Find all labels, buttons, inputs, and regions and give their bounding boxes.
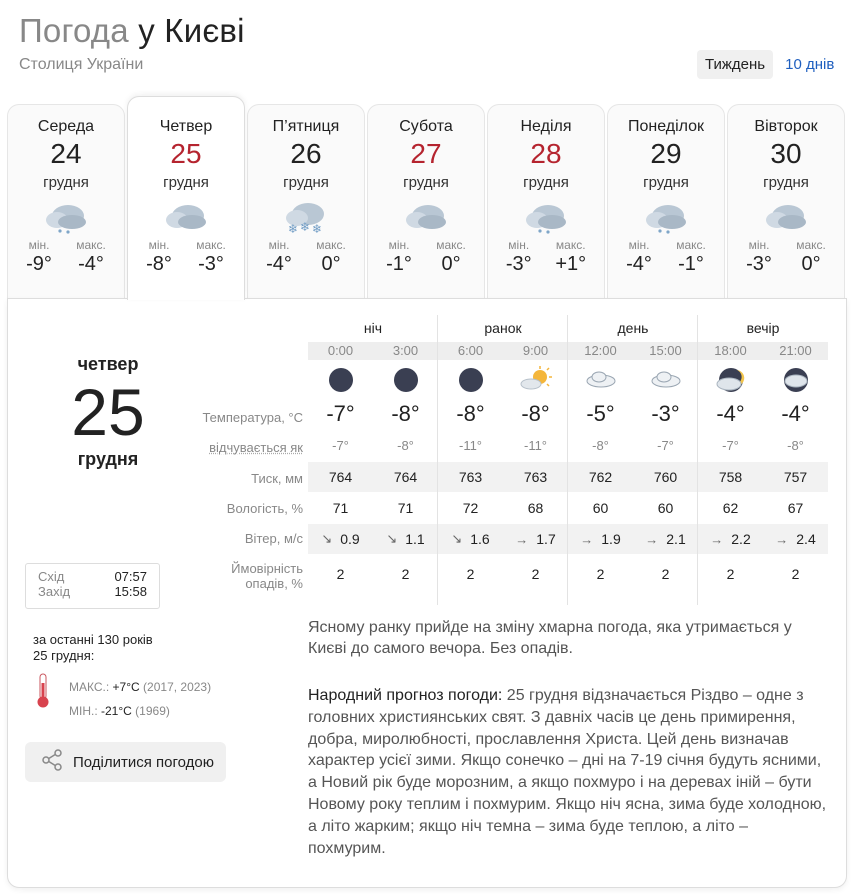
page-subtitle: Столиця України [19,56,144,73]
hist-max-label: МАКС.: [69,680,110,694]
feel-cell: -7° [722,437,739,453]
wind-speed: 0.9 [340,531,360,547]
temp-cell: -5° [586,401,615,426]
day-month: грудня [523,174,569,191]
humidity-cell: 62 [722,500,739,516]
wind-direction-arrow-icon: → [775,531,789,547]
day-card[interactable] [727,104,845,300]
min-label: мін. [148,238,170,252]
day-detail-panel [7,298,847,888]
feels-like-row [308,428,828,462]
time-headers [308,342,828,360]
cloudy-snow-icon [42,200,90,234]
pressure-cell: 760 [653,469,678,485]
sunrise-time: 07:57 [114,569,147,584]
day-name: Четвер [159,118,213,135]
wind-cell [373,531,438,547]
precip-cell: 2 [791,566,800,582]
min-temp: -9° [26,253,52,275]
min-label: мін. [388,238,410,252]
heavy-snow-icon [282,200,330,234]
temp-cell: -8° [521,401,550,426]
feel-cell: -8° [397,437,414,453]
feel-cell: -8° [592,437,609,453]
wind-cell [568,531,633,547]
day-number: 30 [770,138,802,169]
max-temp: +1° [555,253,587,275]
moon-cloudy-icon [763,366,828,394]
period-headers [308,315,828,342]
day-month: грудня [283,174,329,191]
day-month: грудня [43,174,89,191]
humidity-cell: 60 [657,500,674,516]
day-number: 25 [170,138,202,169]
max-label: макс. [796,238,826,252]
min-temp: -4° [626,253,652,275]
hourly-table [308,315,828,594]
folk-forecast-label: Народний прогноз погоди: [308,687,503,704]
time-cell: 18:00 [714,343,747,358]
precip-cell: 2 [531,566,540,582]
title-part1: Погода [19,12,129,49]
max-label: макс. [676,238,706,252]
pressure-cell: 764 [328,469,353,485]
wind-cell [308,531,373,547]
day-month: грудня [403,174,449,191]
temp-cell: -7° [326,401,355,426]
day-number: 26 [290,138,322,169]
max-temp: 0° [441,253,461,275]
selected-month: грудня [77,449,139,469]
days-strip [7,102,847,302]
hist-max-years: (2017, 2023) [143,680,212,694]
wind-direction-arrow-icon: → [645,531,659,547]
wind-direction-arrow-icon: → [580,531,594,547]
sunset-label: Захід [38,584,71,599]
day-card[interactable] [247,104,365,300]
wind-direction-arrow-icon: → [710,531,724,547]
day-name: Вівторок [754,118,818,135]
temp-cell: -8° [391,401,420,426]
day-card[interactable] [487,104,605,300]
day-number: 29 [650,138,682,169]
label-precip-line2: опадів, % [245,576,303,591]
period-evening: вечір [746,320,780,336]
min-label: мін. [268,238,290,252]
precipitation-row [308,554,828,594]
humidity-cell: 68 [527,500,544,516]
folk-forecast-text: 25 грудня відзначається Різдво – одне з головних християнських свят. З давніх часів це день примирення, добра, миролюбності, прославлення Христа. Цей день визначав характер усієї зими. Якщо сонечко – дні на 7-19 січня будуть ясними, а Новий рік буде морозним, а якщо похмуро і на деревах іній – бути Новому року теплим і похмурим. Якщо ніч ясна, зима буде холодною, а літо жарким; якщо ніч темна – зима буде теплою, а літо – похмурим. [308,687,827,857]
label-precip-line1: Ймовірність [231,561,303,576]
sunrise-sunset-box [25,563,160,609]
day-month: грудня [163,174,209,191]
moon-clear-icon [373,366,438,394]
cloudy-snow-icon [642,200,690,234]
moon-clear-icon [308,366,373,394]
label-pressure: Тиск, мм [251,471,303,486]
precip-cell: 2 [661,566,670,582]
min-temp: -8° [146,253,172,275]
precip-cell: 2 [401,566,410,582]
wind-cell [633,531,698,547]
wind-direction-arrow-icon: → [515,531,529,547]
max-label: макс. [196,238,226,252]
hist-min-value: -21°C [101,704,132,718]
min-temp: -3° [746,253,772,275]
cloudy-icon [402,200,450,234]
wind-speed: 1.7 [536,531,556,547]
period-night: ніч [363,320,383,336]
history-line2: 25 грудня: [33,648,95,663]
max-temp: 0° [321,253,341,275]
historical-records [33,632,212,718]
temp-cell: -8° [456,401,485,426]
pressure-cell: 764 [393,469,418,485]
history-line1: за останні 130 років [33,632,153,647]
day-card-selected[interactable] [127,96,245,300]
max-temp: 0° [801,253,821,275]
day-number: 27 [410,138,442,169]
max-temp: -3° [198,253,224,275]
moon-clear-icon [438,366,503,394]
max-temp: -4° [78,253,104,275]
wind-cell [503,531,568,547]
label-wind: Вітер, м/с [244,531,303,546]
svg-text:❄: ❄ [312,222,323,234]
feel-cell: -7° [332,437,349,453]
day-card[interactable] [7,104,125,300]
max-label: макс. [76,238,106,252]
pressure-cell: 758 [718,469,743,485]
label-precipitation [153,561,303,591]
svg-text:❄: ❄ [300,220,311,234]
pressure-cell: 762 [588,469,613,485]
label-humidity: Вологість, % [226,501,303,516]
feel-cell: -7° [657,437,674,453]
page-title [19,12,245,50]
moon-cloudy-icon [698,366,763,394]
temperature-row [308,400,828,428]
wind-direction-arrow-icon: ↘ [451,531,463,546]
pressure-row [308,462,828,492]
day-name: Понеділок [627,118,705,135]
day-card[interactable] [367,104,485,300]
title-part2: у Києві [138,12,245,49]
wind-cell [438,531,503,547]
feel-cell: -11° [523,437,548,453]
min-label: мін. [508,238,530,252]
tab-week[interactable]: Тиждень [697,50,773,79]
folk-forecast [308,685,828,859]
wind-direction-arrow-icon: ↘ [321,531,333,546]
day-name: Субота [399,118,453,135]
day-name: Середа [37,118,95,135]
hist-min-label: МІН.: [69,704,98,718]
hist-max-value: +7°C [112,680,140,694]
day-month: грудня [763,174,809,191]
precip-cell: 2 [336,566,345,582]
day-number: 28 [530,138,562,169]
feel-cell: -11° [458,437,483,453]
humidity-cell: 71 [397,500,414,516]
cloud-icon [568,366,633,394]
sunset-time: 15:58 [114,584,147,599]
min-temp: -4° [266,253,292,275]
temp-cell: -3° [651,401,680,426]
temp-cell: -4° [716,401,745,426]
share-label: Поділитися погодою [73,753,215,771]
time-cell: 12:00 [584,343,617,358]
cloudy-icon [762,200,810,234]
share-icon [41,749,63,775]
time-cell: 3:00 [392,343,419,358]
time-cell: 0:00 [327,343,354,358]
max-label: макс. [436,238,466,252]
day-number: 24 [50,138,82,169]
temp-cell: -4° [781,401,810,426]
cloudy-icon [162,200,210,234]
time-cell: 9:00 [522,343,549,358]
label-temperature: Температура, °C [202,410,303,425]
humidity-cell: 67 [787,500,804,516]
selected-day-number: 25 [71,375,145,449]
wind-speed: 1.1 [405,531,425,547]
humidity-cell: 60 [592,500,609,516]
min-temp: -1° [386,253,412,275]
humidity-cell: 72 [462,500,479,516]
weather-icons-row [308,360,828,400]
pressure-cell: 763 [523,469,548,485]
humidity-cell: 71 [332,500,349,516]
min-temp: -3° [505,253,532,275]
sun-partly-cloudy-icon [503,366,568,394]
range-tabs [697,50,842,79]
cloud-icon [633,366,698,394]
time-cell: 21:00 [779,343,812,358]
precip-cell: 2 [466,566,475,582]
svg-text:❄: ❄ [288,222,299,234]
period-morning: ранок [484,320,522,336]
time-cell: 6:00 [457,343,484,358]
wind-direction-arrow-icon: ↘ [386,531,398,546]
hist-min-years: (1969) [135,704,170,718]
wind-speed: 1.9 [601,531,621,547]
thermometer-icon [36,673,50,709]
forecast-description: Ясному ранку прийде на зміну хмарна погода, яка утримається у Києві до самого вечора. Без опадів. [308,619,792,657]
label-feels-like[interactable]: відчувається як [209,440,303,455]
wind-row [308,524,828,554]
wind-speed: 2.2 [731,531,751,547]
pressure-cell: 757 [783,469,808,485]
period-day: день [617,320,649,336]
precip-cell: 2 [726,566,735,582]
humidity-row [308,492,828,524]
min-label: мін. [28,238,50,252]
day-name: П’ятниця [272,118,340,135]
max-label: макс. [316,238,346,252]
min-label: мін. [748,238,770,252]
wind-cell [698,531,763,547]
pressure-cell: 763 [458,469,483,485]
cloudy-snow-icon [522,200,570,234]
wind-speed: 1.6 [470,531,490,547]
day-name: Неділя [520,118,572,135]
max-label: макс. [555,238,586,252]
feel-cell: -8° [787,437,804,453]
wind-speed: 2.4 [796,531,816,547]
selected-weekday: четвер [77,354,139,374]
precip-cell: 2 [596,566,605,582]
time-cell: 15:00 [649,343,682,358]
min-label: мін. [628,238,650,252]
day-card[interactable] [607,104,725,300]
tab-10-days[interactable]: 10 днів [785,56,835,73]
share-weather-button[interactable] [25,742,226,782]
wind-cell [763,531,828,547]
sunrise-label: Схід [38,569,65,584]
wind-speed: 2.1 [666,531,686,547]
max-temp: -1° [678,253,704,275]
day-month: грудня [643,174,689,191]
